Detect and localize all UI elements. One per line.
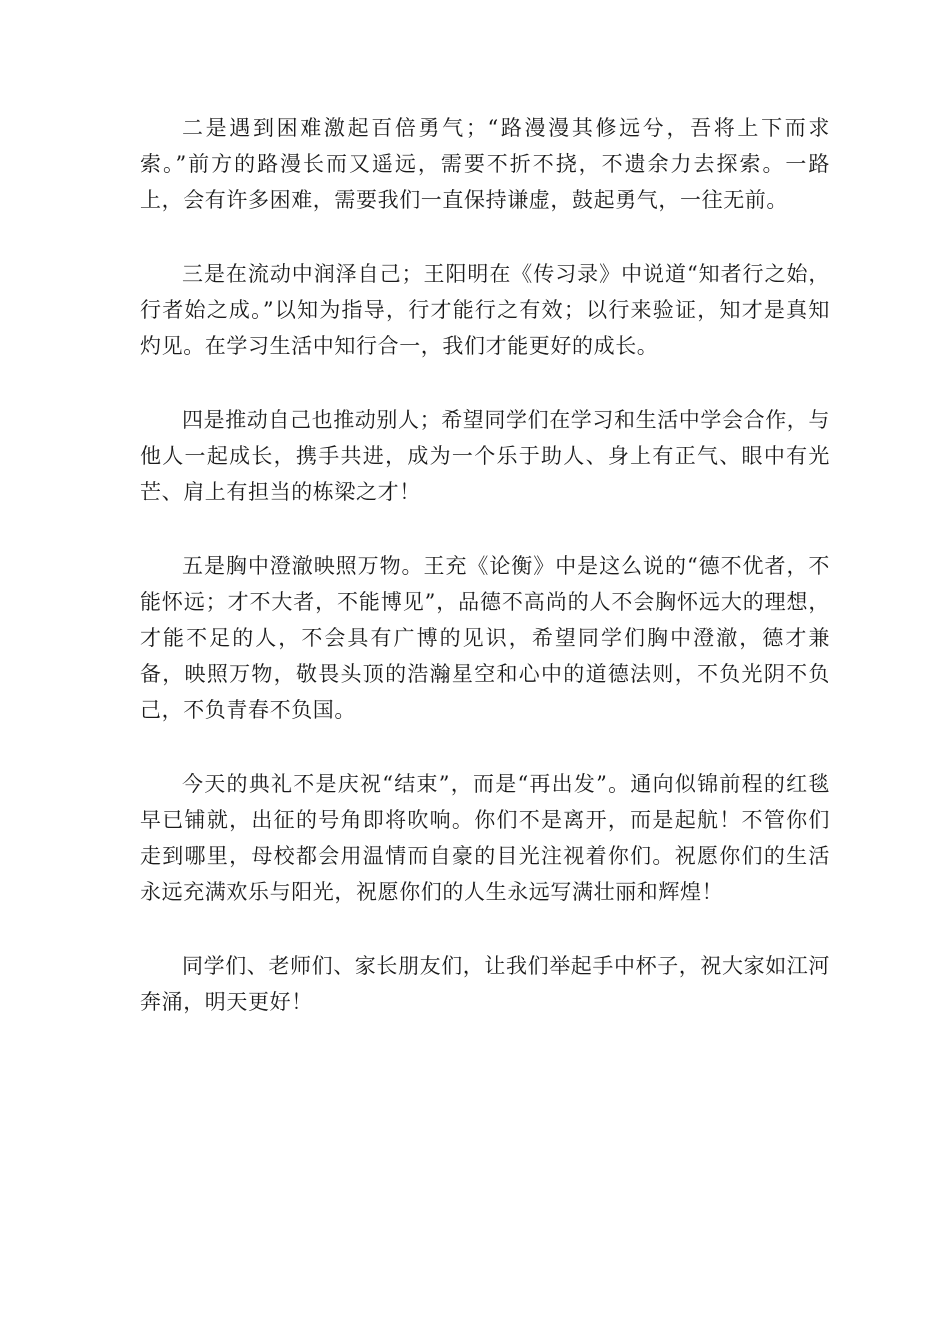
paragraph-virtue: 五是胸中澄澈映照万物。王充《论衡》中是这么说的“德不优者，不能怀远；才不大者，不能博见”，品德不高尚的人不会胸怀远大的理想，才能不足的人，不会具有广博的见识，希望同学们胸中澄澈，德才兼备，映照万物，敬畏头顶的浩瀚星空和心中的道德法则，不负光阴不负己，不负青春不负国。 xyxy=(140,554,830,722)
paragraph-cooperation: 四是推动自己也推动别人；希望同学们在学习和生活中学会合作，与他人一起成长，携手共进，成为一个乐于助人、身上有正气、眼中有光芒、肩上有担当的栋梁之才！ xyxy=(140,408,830,504)
paragraph-knowledge-action: 三是在流动中润泽自己；王阳明在《传习录》中说道“知者行之始，行者始之成。”以知为指导，行才能行之有效；以行来验证，知才是真知灼见。在学习生活中知行合一，我们才能更好的成长。 xyxy=(140,262,830,358)
paragraph-closing-toast: 同学们、老师们、家长朋友们，让我们举起手中杯子，祝大家如江河奔涌，明天更好！ xyxy=(140,954,830,1014)
paragraph-courage: 二是遇到困难激起百倍勇气；“路漫漫其修远兮，吾将上下而求索。”前方的路漫长而又遥远，需要不折不挠，不遗余力去探索。一路上，会有许多困难，需要我们一直保持谦虚，鼓起勇气，一往无前。 xyxy=(140,116,830,212)
document-body xyxy=(140,110,830,1058)
paragraph-ceremony: 今天的典礼不是庆祝“结束”，而是“再出发”。通向似锦前程的红毯早已铺就，出征的号角即将吹响。你们不是离开，而是起航！不管你们走到哪里，母校都会用温情而自豪的目光注视着你们。祝愿你们的生活永远充满欢乐与阳光，祝愿你们的人生永远写满壮丽和辉煌！ xyxy=(140,772,830,904)
